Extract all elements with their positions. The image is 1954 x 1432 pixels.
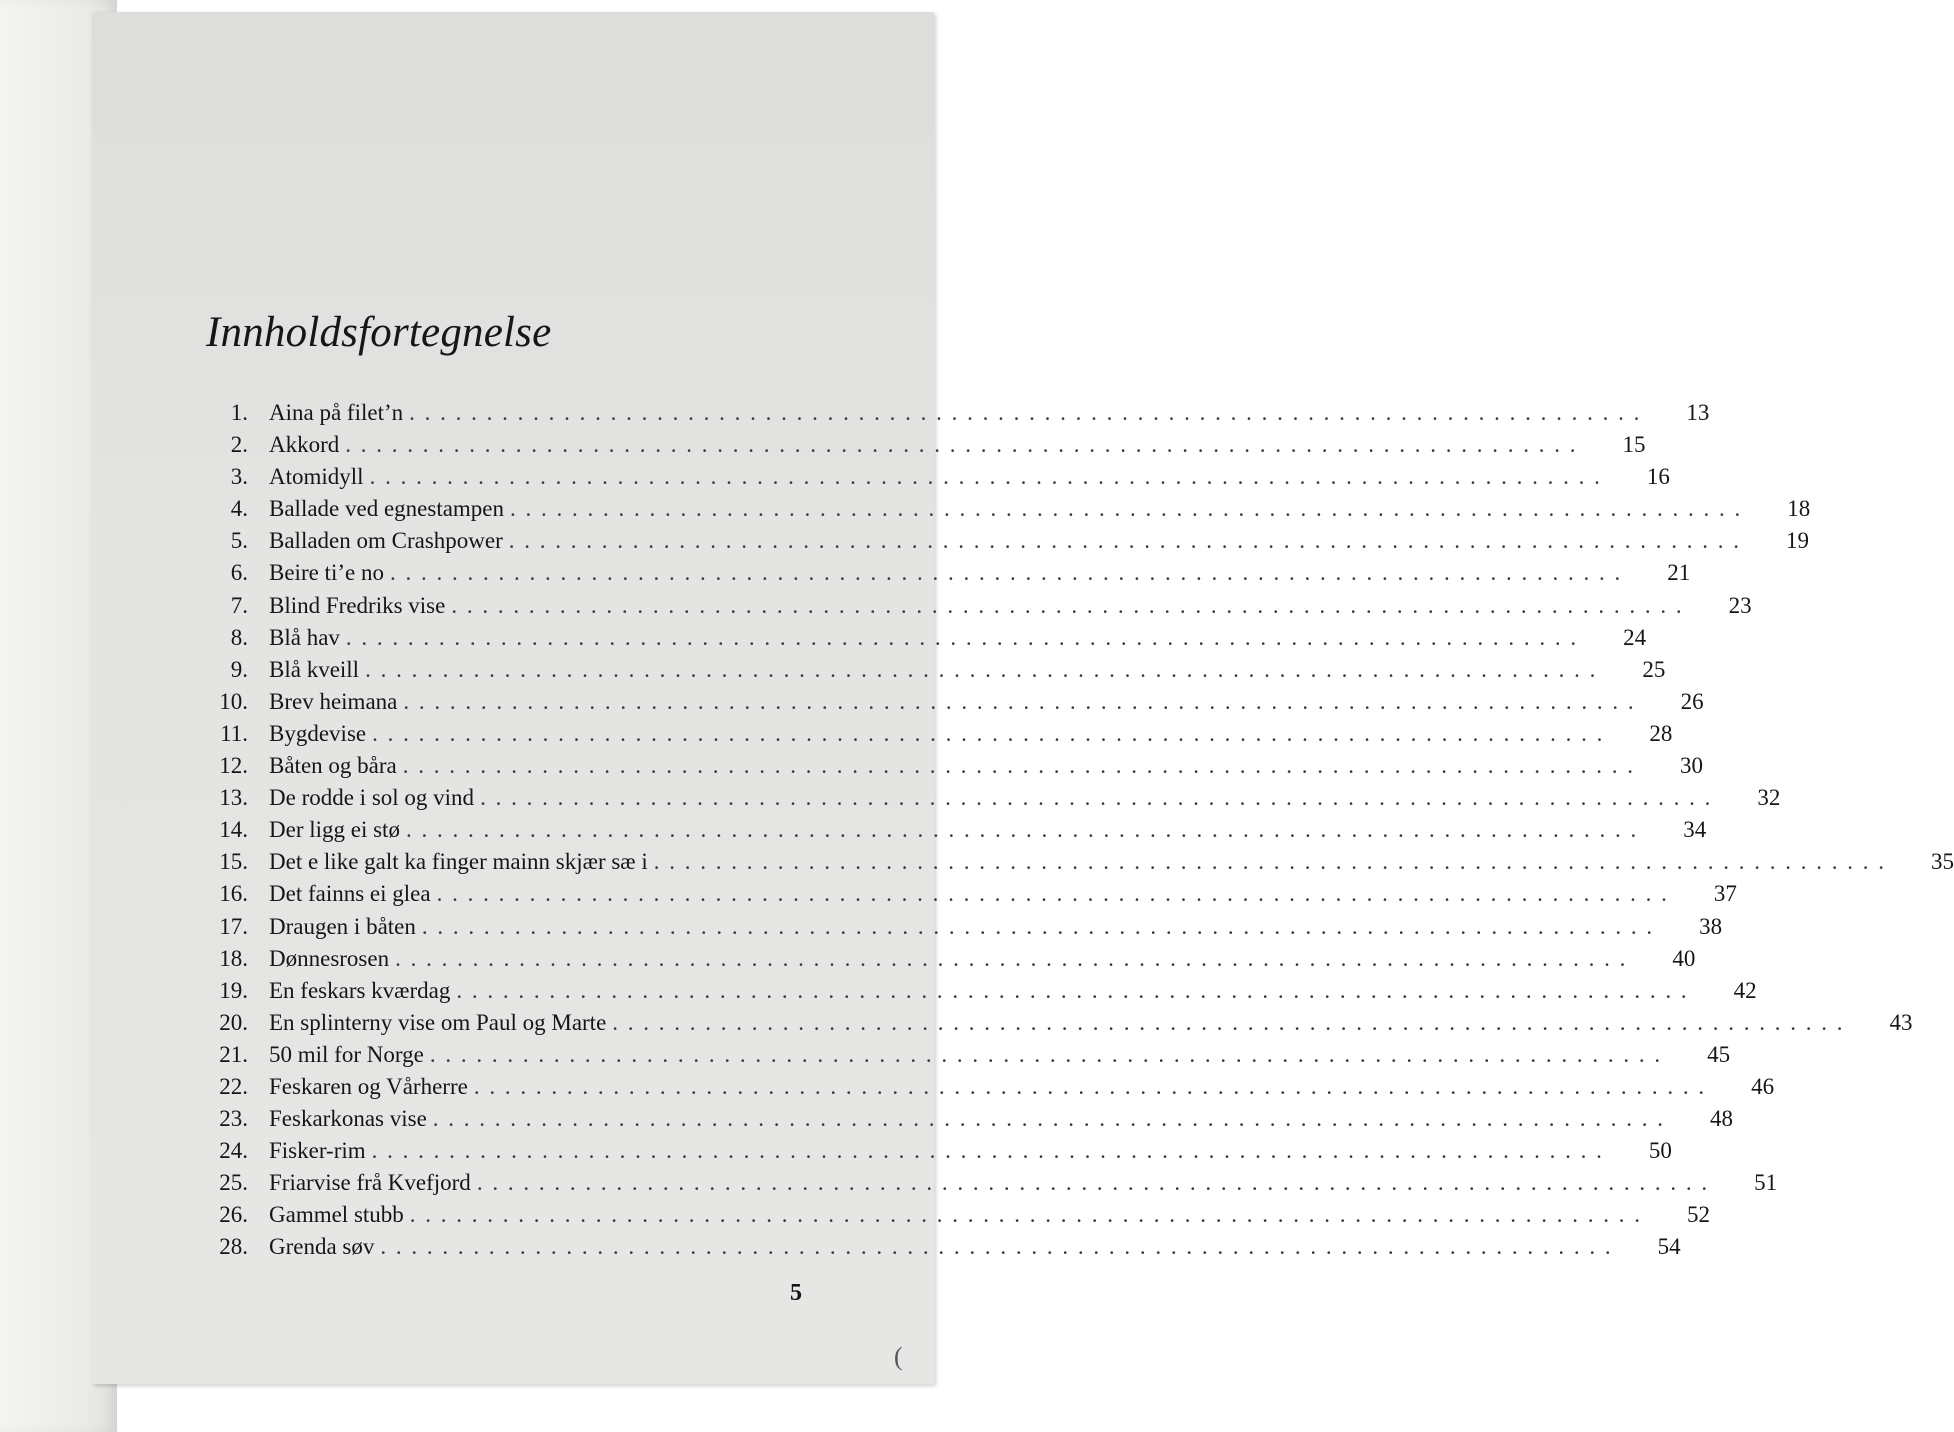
toc-entry-number: 10. [219,688,248,714]
toc-entry-page: 45 [1707,1041,1731,1067]
toc-entry [192,656,1666,689]
toc-entry-number: 9. [230,656,248,682]
toc-entry-title: Beire ti’e no [269,560,384,586]
toc-entry [192,560,1691,592]
toc-entry [192,1106,1734,1138]
toc-entry-title: Der ligg ei stø [269,817,400,843]
toc-entry-title: De rodde i sol og vind [269,785,475,811]
toc-entry-page: 48 [1710,1106,1734,1132]
toc-entry-number: 26. [219,1202,248,1228]
dot-leader: . . . . . . . . . . . . . . . . . . . . . . . . . . . . . . . . . . . . . . . . . . . . . . . . . . . . . . . . . . . . . . . . . . . . . . . . . . . . . . . . [369,464,1602,490]
dot-leader: . . . . . . . . . . . . . . . . . . . . . . . . . . . . . . . . . . . . . . . . . . . . . . . . . . . . . . . . . . . . . . . . . . . . . . . . . . . . . . . . [432,1106,1666,1132]
toc-entry [192,432,1646,464]
toc-entry [192,688,1704,721]
toc-entry-page: 30 [1679,753,1703,779]
toc-entry [192,977,1757,1010]
toc-entry-title: Gammel stubb [269,1202,404,1228]
toc-entry-page: 42 [1733,977,1757,1003]
toc-entry-page: 24 [1623,624,1647,650]
dot-leader: . . . . . . . . . . . . . . . . . . . . . . . . . . . . . . . . . . . . . . . . . . . . . . . . . . . . . . . . . . . . . . . . . . . . . . . . . . . . . . . . [395,945,1628,971]
toc-entry-page: 19 [1786,528,1810,554]
toc-entry-title: En feskars kværdag [269,977,451,1003]
toc-entry-title: Båten og båra [269,753,397,779]
toc-entry-page: 43 [1889,1009,1913,1035]
toc-entry-page: 35 [1931,849,1954,875]
toc-entry-page: 21 [1667,560,1691,586]
toc-entry-number: 19. [219,977,248,1003]
toc-entry-number: 23. [219,1106,248,1132]
toc-entry-title: Friarvise frå Kvefjord [269,1170,471,1196]
toc-entry-number: 1. [230,400,248,425]
dot-leader: . . . . . . . . . . . . . . . . . . . . . . . . . . . . . . . . . . . . . . . . . . . . . . . . . . . . . . . . . . . . . . . . . . . . . . . . . . . . . . . . [421,913,1655,939]
dot-leader: . . . . . . . . . . . . . . . . . . . . . . . . . . . . . . . . . . . . . . . . . . . . . . . . . . . . . . . . . . . . . . . . . . . . . . . . . . . . . . . . [345,432,1578,458]
toc-entry-number: 22. [219,1073,248,1099]
page-title: Innholdsfortegnelse [206,309,552,356]
toc-entry-title: Fisker-rim [269,1138,366,1164]
toc-entry-page: 54 [1657,1234,1681,1260]
toc-entry-title: Bygdevise [269,720,367,746]
dot-leader: . . . . . . . . . . . . . . . . . . . . . . . . . . . . . . . . . . . . . . . . . . . . . . . . . . . . . . . . . . . . . . . . . . . . . . . . . . . . . . . . [405,817,1639,843]
toc-entry [192,849,1954,881]
page-corner-tear: ( [894,1342,903,1371]
toc-entry-title: Det fainns ei glea [269,881,431,907]
toc-entry-title: Aina på filet’n [269,400,404,425]
book-page [92,12,1954,1384]
toc-entry [192,1234,1681,1266]
toc-entry-page: 32 [1757,785,1781,811]
toc-entry-number: 3. [230,464,248,490]
toc-entry [192,817,1707,849]
toc-entry-number: 6. [230,560,248,586]
dot-leader: . . . . . . . . . . . . . . . . . . . . . . . . . . . . . . . . . . . . . . . . . . . . . . . . . . . . . . . . . . . . . . . . . . . . . . . . . . . . . . . . [389,560,1623,586]
toc-entry-number: 12. [219,753,248,779]
toc-entry-number: 5. [230,528,248,554]
dot-leader: . . . . . . . . . . . . . . . . . . . . . . . . . . . . . . . . . . . . . . . . . . . . . . . . . . . . . . . . . . . . . . . . . . . . . . . . . . . . . . . . [653,849,1887,875]
toc-entry-number: 8. [230,624,248,650]
dot-leader: . . . . . . . . . . . . . . . . . . . . . . . . . . . . . . . . . . . . . . . . . . . . . . . . . . . . . . . . . . . . . . . . . . . . . . . . . . . . . . . . [380,1234,1613,1260]
toc-entry [192,945,1696,978]
toc-entry-number: 2. [230,432,248,458]
toc-entry-title: Ballade ved egnestampen [269,496,505,522]
toc-entry-number: 21. [219,1041,248,1067]
dot-leader: . . . . . . . . . . . . . . . . . . . . . . . . . . . . . . . . . . . . . . . . . . . . . . . . . . . . . . . . . . . . . . . . . . . . . . . . . . . . . . . . [402,753,1635,779]
toc-entry [192,881,1737,913]
toc-entry-number: 7. [230,592,248,618]
toc-entry [192,785,1781,817]
toc-entry-title: Feskaren og Vårherre [269,1073,468,1099]
toc-entry-number: 13. [219,785,248,811]
toc-entry-title: Akkord [269,432,340,458]
toc-entry-page: 51 [1754,1170,1778,1196]
toc-entry [192,592,1752,625]
toc-entry-title: Draugen i båten [269,913,416,939]
dot-leader: . . . . . . . . . . . . . . . . . . . . . . . . . . . . . . . . . . . . . . . . . . . . . . . . . . . . . . . . . . . . . . . . . . . . . . . . . . . . . . . . [409,1202,1643,1228]
toc-entry-page: 26 [1680,688,1704,714]
toc-entry-page: 37 [1713,881,1737,907]
toc-entry [192,400,1710,432]
toc-entry [192,1041,1731,1074]
table-of-contents [192,400,1954,1267]
toc-entry-number: 25. [219,1170,248,1196]
dot-leader: . . . . . . . . . . . . . . . . . . . . . . . . . . . . . . . . . . . . . . . . . . . . . . . . . . . . . . . . . . . . . . . . . . . . . . . . . . . . . . . . [510,496,1743,522]
dot-leader: . . . . . . . . . . . . . . . . . . . . . . . . . . . . . . . . . . . . . . . . . . . . . . . . . . . . . . . . . . . . . . . . . . . . . . . . . . . . . . . . [372,720,1605,746]
dot-leader: . . . . . . . . . . . . . . . . . . . . . . . . . . . . . . . . . . . . . . . . . . . . . . . . . . . . . . . . . . . . . . . . . . . . . . . . . . . . . . . . [409,400,1642,425]
dot-leader: . . . . . . . . . . . . . . . . . . . . . . . . . . . . . . . . . . . . . . . . . . . . . . . . . . . . . . . . . . . . . . . . . . . . . . . . . . . . . . . . [429,1041,1663,1067]
dot-leader: . . . . . . . . . . . . . . . . . . . . . . . . . . . . . . . . . . . . . . . . . . . . . . . . . . . . . . . . . . . . . . . . . . . . . . . . . . . . . . . . [612,1009,1845,1035]
toc-entry-number: 20. [219,1009,248,1035]
toc-entry-page: 13 [1686,400,1710,425]
toc-entry-title: Blå hav [269,624,340,650]
toc-entry-page: 25 [1642,656,1666,682]
toc-entry-title: Dønnesrosen [269,945,390,971]
toc-entry-number: 14. [219,817,248,843]
dot-leader: . . . . . . . . . . . . . . . . . . . . . . . . . . . . . . . . . . . . . . . . . . . . . . . . . . . . . . . . . . . . . . . . . . . . . . . . . . . . . . . . [508,528,1742,554]
toc-entry [192,913,1723,946]
toc-entry-page: 40 [1672,945,1696,971]
dot-leader: . . . . . . . . . . . . . . . . . . . . . . . . . . . . . . . . . . . . . . . . . . . . . . . . . . . . . . . . . . . . . . . . . . . . . . . . . . . . . . . . [403,688,1636,714]
toc-entry-title: En splinterny vise om Paul og Marte [269,1009,607,1035]
page-number: 5 [790,1280,802,1306]
toc-entry-page: 52 [1687,1202,1711,1228]
toc-entry [192,1073,1775,1106]
toc-entry [192,753,1703,785]
dot-leader: . . . . . . . . . . . . . . . . . . . . . . . . . . . . . . . . . . . . . . . . . . . . . . . . . . . . . . . . . . . . . . . . . . . . . . . . . . . . . . . . [473,1073,1707,1099]
toc-entry [192,496,1811,528]
toc-entry [192,1138,1672,1170]
toc-entry-number: 28. [219,1234,248,1260]
toc-entry [192,624,1647,657]
toc-entry-number: 18. [219,945,248,971]
toc-entry-page: 46 [1751,1073,1775,1099]
toc-entry-title: Brev heimana [269,688,398,714]
dot-leader: . . . . . . . . . . . . . . . . . . . . . . . . . . . . . . . . . . . . . . . . . . . . . . . . . . . . . . . . . . . . . . . . . . . . . . . . . . . . . . . . [480,785,1713,811]
toc-entry-page: 16 [1646,464,1670,490]
toc-entry [192,1009,1913,1042]
dot-leader: . . . . . . . . . . . . . . . . . . . . . . . . . . . . . . . . . . . . . . . . . . . . . . . . . . . . . . . . . . . . . . . . . . . . . . . . . . . . . . . . [476,1170,1710,1196]
toc-entry [192,1202,1711,1234]
toc-entry-title: Atomidyll [269,464,364,490]
toc-entry-title: Det e like galt ka finger mainn skjær sæ i [269,849,648,875]
toc-entry-page: 34 [1683,817,1707,843]
toc-entry-page: 18 [1787,496,1811,522]
toc-entry-title: Blind Fredriks vise [269,592,446,618]
toc-entry-title: Grenda søv [269,1234,375,1260]
toc-entry-number: 16. [219,881,248,907]
toc-entry-title: Balladen om Crashpower [269,528,503,554]
toc-entry-title: 50 mil for Norge [269,1041,424,1067]
toc-entry [192,1170,1778,1202]
toc-entry-number: 17. [219,913,248,939]
dot-leader: . . . . . . . . . . . . . . . . . . . . . . . . . . . . . . . . . . . . . . . . . . . . . . . . . . . . . . . . . . . . . . . . . . . . . . . . . . . . . . . . [345,624,1579,650]
toc-entry [192,720,1673,753]
toc-entry-page: 38 [1699,913,1723,939]
dot-leader: . . . . . . . . . . . . . . . . . . . . . . . . . . . . . . . . . . . . . . . . . . . . . . . . . . . . . . . . . . . . . . . . . . . . . . . . . . . . . . . . [371,1138,1604,1164]
dot-leader: . . . . . . . . . . . . . . . . . . . . . . . . . . . . . . . . . . . . . . . . . . . . . . . . . . . . . . . . . . . . . . . . . . . . . . . . . . . . . . . . [365,656,1598,682]
toc-entry-page: 15 [1622,432,1646,458]
toc-entry-page: 28 [1649,720,1673,746]
toc-entry-number: 11. [220,720,248,746]
dot-leader: . . . . . . . . . . . . . . . . . . . . . . . . . . . . . . . . . . . . . . . . . . . . . . . . . . . . . . . . . . . . . . . . . . . . . . . . . . . . . . . . [456,977,1689,1003]
toc-entry-number: 15. [219,849,248,875]
toc-entry-title: Blå kveill [269,656,360,682]
toc-entry-number: 24. [219,1138,248,1164]
toc-entry-number: 4. [230,496,248,522]
dot-leader: . . . . . . . . . . . . . . . . . . . . . . . . . . . . . . . . . . . . . . . . . . . . . . . . . . . . . . . . . . . . . . . . . . . . . . . . . . . . . . . . [451,592,1684,618]
dot-leader: . . . . . . . . . . . . . . . . . . . . . . . . . . . . . . . . . . . . . . . . . . . . . . . . . . . . . . . . . . . . . . . . . . . . . . . . . . . . . . . . [436,881,1669,907]
toc-entry [192,528,1810,560]
toc-entry [192,464,1670,496]
toc-entry-page: 23 [1728,592,1752,618]
toc-entry-page: 50 [1648,1138,1672,1164]
toc-entry-title: Feskarkonas vise [269,1106,427,1132]
